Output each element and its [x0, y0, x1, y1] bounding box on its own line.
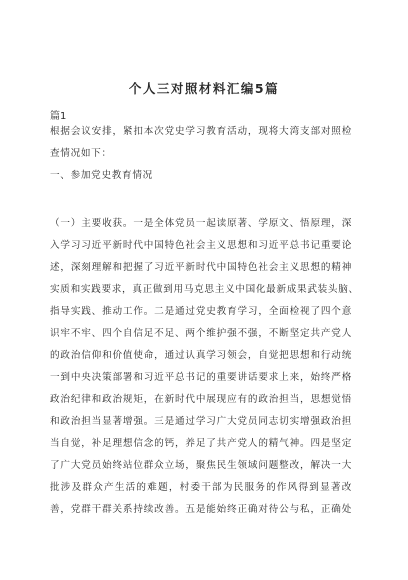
body-paragraph — [50, 213, 359, 521]
body-line: 批涉及群众产生活的难题，村委干部为民服务的作风得到显著改 — [50, 482, 352, 493]
body-line: 识牢不牢、四个自信足不足、两个维护强不强，不断坚定共产党人 — [50, 328, 352, 339]
body-line: 入学习习近平新时代中国特色社会主义思想和习近平总书记重要论 — [50, 240, 352, 251]
section-label: 篇1 — [50, 111, 67, 122]
body-line: 一到中央决策部署和习近平总书记的重要讲话要求上来，始终严格 — [50, 372, 352, 383]
intro-paragraph — [50, 121, 352, 165]
body-line: （一）主要收获。一是全体党员一起读原著、学原文、悟原理，深 — [50, 218, 352, 229]
body-line: 当自觉，补足理想信念的钙，养足了共产党人的精气神。四是坚定 — [50, 438, 352, 449]
body-line: 实质和实践要求，真正做到用马克思主义中国化最新成果武装头脑、 — [50, 284, 359, 295]
body-line: 政治纪律和政治规矩，在新时代中展现应有的政治担当，思想觉悟 — [50, 394, 352, 405]
section-heading: 一、参加党史教育情况 — [50, 170, 153, 181]
body-line: 了广大党员始终站位群众立场，聚焦民生领域问题整改，解决一大 — [50, 460, 352, 471]
intro-line: 根据会议安排，紧扣本次党史学习教育活动，现将大湾支部对照检 — [50, 126, 352, 137]
document-title: 个人三对照材料汇编5篇 — [128, 81, 280, 96]
body-line: 的政治信仰和价值使命，通过认真学习领会，自觉把思想和行动统 — [50, 350, 352, 361]
body-line: 述，深刻理解和把握了习近平新时代中国特色社会主义思想的精神 — [50, 262, 352, 273]
intro-line: 查情况如下： — [50, 148, 112, 159]
body-line: 善，党群干群关系持续改善。五是能始终正确对待公与私，正确处 — [50, 504, 352, 515]
body-line: 指导实践、推动工作。二是通过党史教育学习，全面检视了四个意 — [50, 306, 352, 317]
body-line: 和政治担当显著增强。三是通过学习广大党员同志切实增强政治担 — [50, 416, 352, 427]
